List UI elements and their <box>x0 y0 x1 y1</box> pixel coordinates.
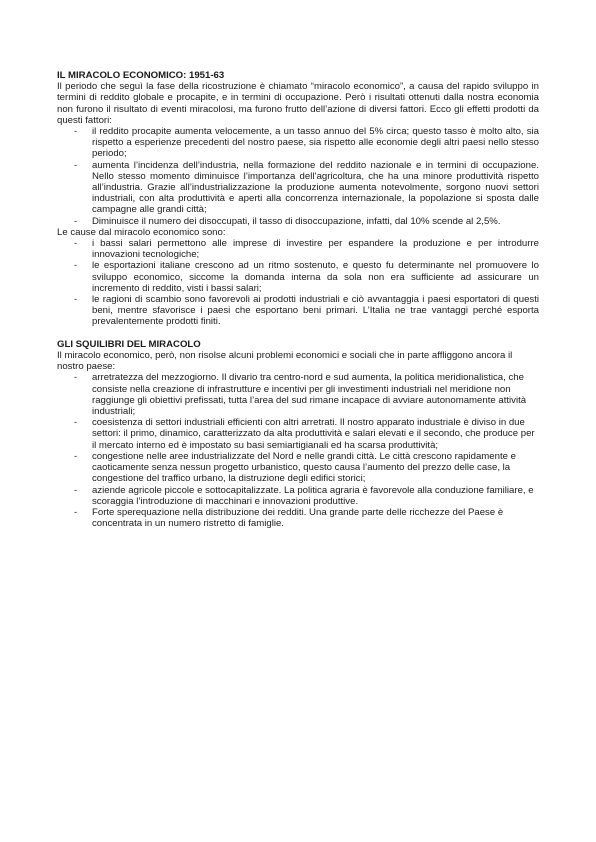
dash-bullet: - <box>74 417 78 429</box>
list-item <box>57 216 539 227</box>
effects-list <box>57 126 539 227</box>
dash-bullet: - <box>74 372 78 384</box>
list-item-text: coesistenza di settori industriali efficienti con altri arretrati. Il nostro apparato industriale è diviso in due settori: il primo, dinamico, caratterizzato da alta produttività e salari elevati e il secondo, che produce per il mercato interno ed è impostato su basi semiartigianali ed ha scarsa produttività; <box>92 417 535 451</box>
dash-bullet: - <box>74 484 78 496</box>
list-item-text: arretratezza del mezzogiorno. Il divario tra centro-nord e sud aumenta, la politica meridionalistica, che consiste nella creazione di infrastrutture e incentivi per gli investimenti industriali nel meridione non raggiunge gli obiettivi prefissati, tutta l’area del sud rimane incapace di avviare autonomamente attività industriali; <box>92 372 527 418</box>
dash-bullet: - <box>74 294 78 306</box>
dash-bullet: - <box>74 506 78 518</box>
dash-bullet: - <box>74 215 78 227</box>
list-item <box>57 485 539 507</box>
section-title-miracolo: IL MIRACOLO ECONOMICO: 1951-63 <box>57 70 225 81</box>
causes-list <box>57 238 539 328</box>
dash-bullet: - <box>74 260 78 272</box>
list-item <box>57 126 539 160</box>
list-item-text: il reddito procapite aumenta velocemente, a un tasso annuo del 5% circa; questo tasso è molto alto, sia rispetto a esperienze precedenti del nostro paese, sia rispetto alle economie degli altri paesi nello stesso periodo; <box>92 126 539 160</box>
list-item <box>57 260 539 294</box>
list-item <box>57 451 539 485</box>
list-item-text: Diminuisce il numero dei disoccupati, il tasso di disoccupazione, infatti, dal 10% scende al 2,5%. <box>92 215 501 227</box>
section-spacer <box>57 328 539 339</box>
dash-bullet: - <box>74 126 78 138</box>
section-title-squilibri: GLI SQUILIBRI DEL MIRACOLO <box>57 338 201 350</box>
list-item <box>57 238 539 260</box>
list-item-text: le ragioni di scambio sono favorevoli ai prodotti industriali e ciò avvantaggia i paesi esportatori di questi beni, mentre sfavorisce i paesi che esportano beni primari. L’Italia ne trae vantaggi perché esporta prevalentemente prodotti finiti. <box>92 294 539 328</box>
problems-list <box>57 372 539 529</box>
list-item-text: aumenta l’incidenza dell’industria, nella formazione del reddito nazionale e in termini di occupazione. Nello stesso momento diminuisce l’importanza dell’agricoltura, che ha una minore produttività rispetto all’industria. Grazie all’industrializzazione la produzione aumenta notevolmente, sorgono nuovi settori industriali, con alta produttività e aperti alla concorrenza internazionale, la popolazione si sposta dalle campagne alle grandi città; <box>92 159 539 216</box>
list-item <box>57 417 539 451</box>
list-item-text: Forte sperequazione nella distribuzione dei redditi. Una grande parte delle ricchezze del Paese è concentrata in un numero ristretto di famiglie. <box>92 506 504 530</box>
dash-bullet: - <box>74 159 78 171</box>
list-item <box>57 372 539 417</box>
list-item-text: i bassi salari permettono alle imprese di investire per espandere la produzione e per introdurre innovazioni tecnologiche; <box>92 238 539 261</box>
dash-bullet: - <box>74 450 78 462</box>
list-item-text: le esportazioni italiane crescono ad un ritmo sostenuto, e questo fu determinante nel promuovere lo sviluppo economico, siccome la domanda interna da sola non era sufficiente ad assicurare un incremento di reddito, visti i bassi salari; <box>92 260 539 294</box>
list-item-text: congestione nelle aree industrializzate del Nord e nelle grandi città. Le città crescono rapidamente e caoticamente senza nessun progetto urbanistico, questo causa l’aumento del prezzo delle case, la congestione del traffico urbano, la distruzione degli edifici storici; <box>92 450 516 485</box>
list-item <box>57 507 539 529</box>
list-item <box>57 160 539 216</box>
dash-bullet: - <box>74 238 78 250</box>
causes-intro: Le cause dal miracolo economico sono: <box>57 226 226 238</box>
section-intro-miracolo: Il periodo che seguì la fase della ricostruzione è chiamato “miracolo economico”, a causa del rapido sviluppo in termini di reddito globale e procapite, e in termini di occupazione. Però i risultati ottenuti dalla nostra economia non furono il risultato di eventi miracolosi, ma furono frutto dell’azione di diversi fattori. Ecco gli effetti prodotti da questi fattori: <box>57 81 539 126</box>
document-page <box>57 70 539 529</box>
list-item <box>57 294 539 328</box>
section-intro-squilibri: Il miracolo economico, però, non risolse alcuni problemi economici e sociali che in parte affliggono ancora il nostro paese: <box>57 350 513 373</box>
list-item-text: aziende agricole piccole e sottocapitalizzate. La politica agraria è favorevole alla conduzione familiare, e scoraggia l’introduzione di macchinari e innovazioni produttive. <box>92 484 534 507</box>
